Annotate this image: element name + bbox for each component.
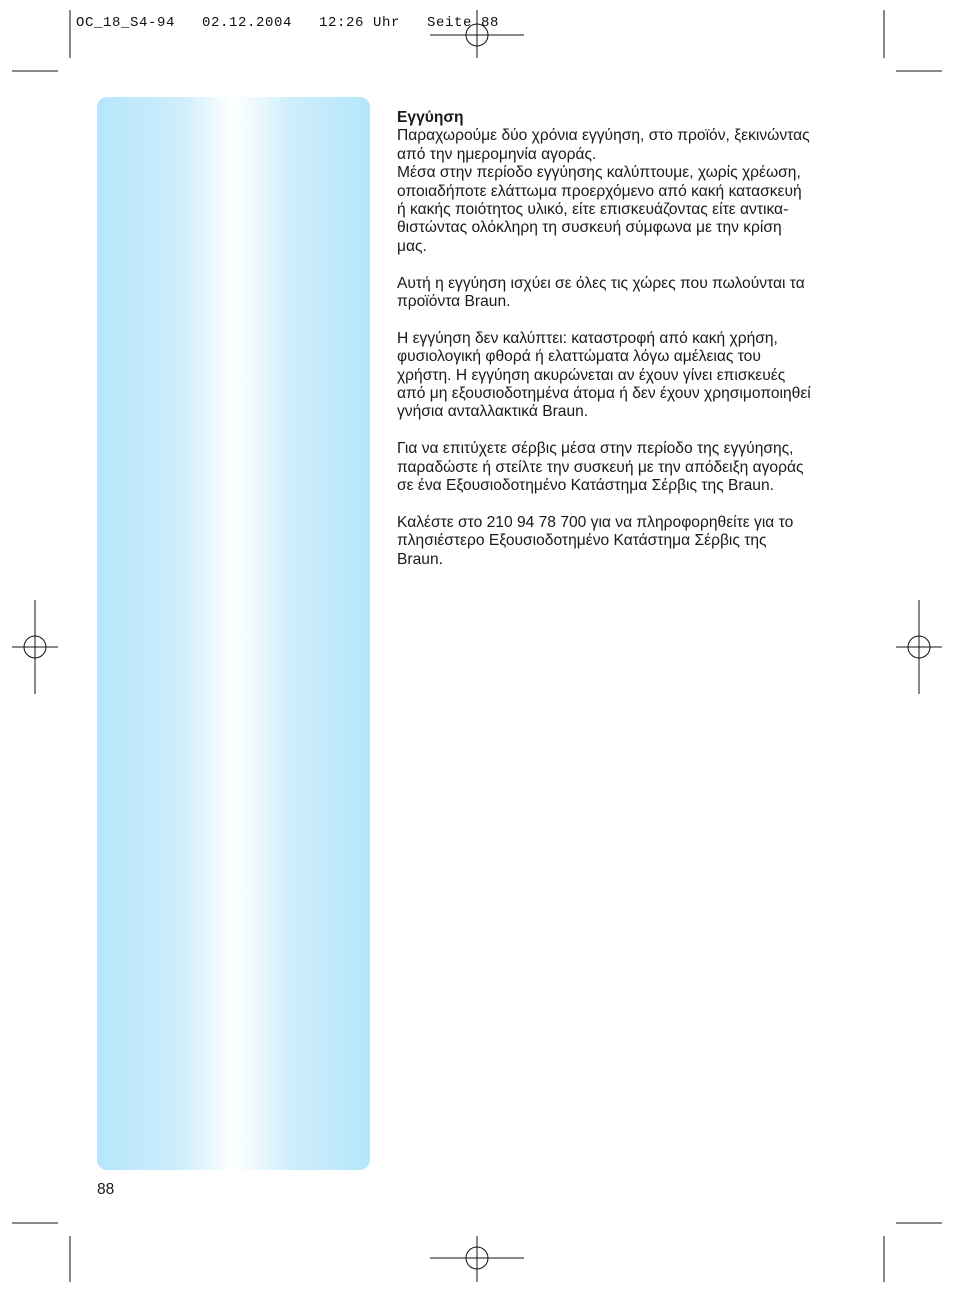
warranty-heading: Εγγύηση	[397, 109, 464, 126]
decorative-side-panel	[97, 97, 370, 1170]
page-number: 88	[97, 1181, 115, 1198]
warranty-paragraph-service: Για να επιτύχετε σέρβις μέσα στην περίοδο της εγγύησης, παραδώστε ή στείλτε την συσκευή με την απόδειξη αγοράς σε ένα Εξουσιοδοτημένο Κατάστημα Σέρβις της Braun.	[397, 440, 804, 495]
warranty-section	[397, 109, 867, 587]
warranty-paragraph-terms: Παραχωρούμε δύο χρόνια εγγύηση, στο προϊόν, ξεκινώντας από την ημερομηνία αγοράς. Μέσα στην περίοδο εγγύησης καλύπτουμε, χωρίς χρέωση, οποιαδήποτε ελάττωμα προερχόμενο από κακή κατασκευή ή κακής ποιότητος υλικό, είτε επισκευάζοντας είτε αντικα- θιστώντας ολόκληρη τη συσκευή σύμφωνα με την κρίση μας.	[397, 127, 810, 255]
warranty-paragraph-countries: Αυτή η εγγύηση ισχύει σε όλες τις χώρες που πωλούνται τα προϊόντα Braun.	[397, 274, 805, 311]
print-slug: OC_18_S4-94 02.12.2004 12:26 Uhr Seite 88	[76, 15, 500, 31]
warranty-paragraph-exclusions: Η εγγύηση δεν καλύπτει: καταστροφή από κακή χρήση, φυσιολογική φθορά ή ελαττώματα λόγω αμέλειας του χρήστη. Η εγγύηση ακυρώνεται αν έχουν γίνει επισκευές από μη εξουσιοδοτημένα άτομα ή δεν έχουν χρησιμοποιηθεί γνήσια ανταλλακτικά Braun.	[397, 329, 811, 421]
warranty-paragraph-contact: Καλέστε στο 210 94 78 700 για να πληροφορηθείτε για το πλησιέστερο Εξουσιοδοτημένο Κατάστημα Σέρβις της Braun.	[397, 513, 794, 568]
